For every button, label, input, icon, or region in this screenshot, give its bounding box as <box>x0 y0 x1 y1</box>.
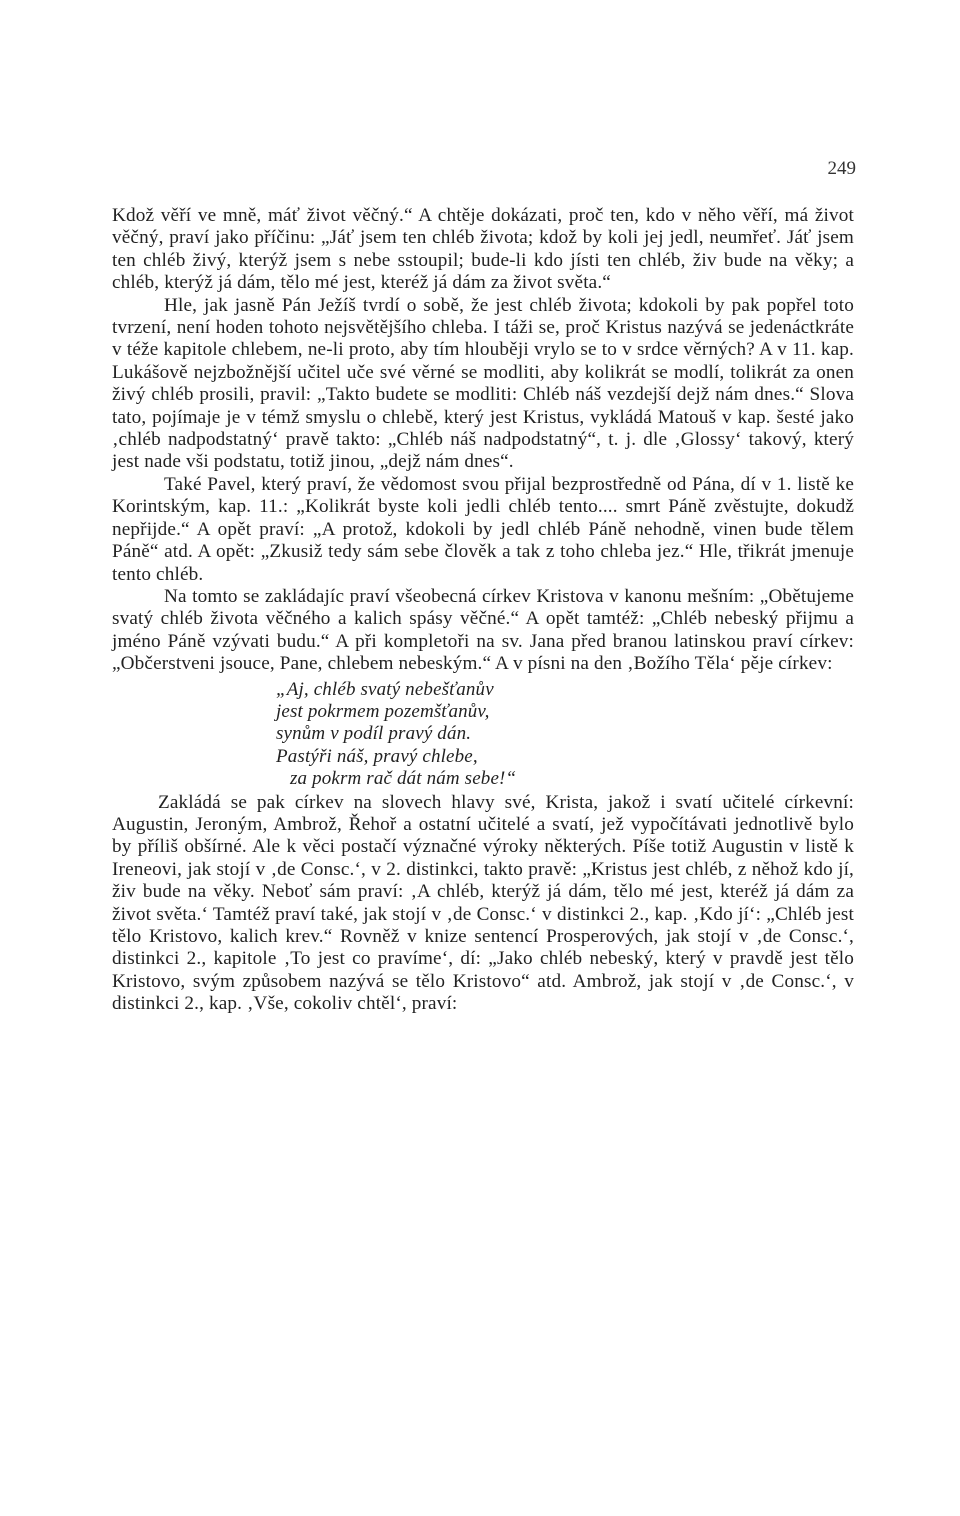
poem-line: Pastýři náš, pravý chlebe, <box>276 745 478 767</box>
poem-line: „Aj, chléb svatý nebešťanův <box>276 678 494 700</box>
paragraph-5: Zakládá se pak církev na slovech hlavy své, Krista, jakož i svatí učitelé církevní: Augustin, Jeroným, Ambrož, Řehoř a ostatní učitelé a svatí, jež vypočítávati jednotlivě bylo by příliš obšírné. Ale k věci postačí význačné výroky některých. Píše totiž Augustin v listě k Ireneovi, jak stojí v ‚de Consc.‘, v 2. distinkci, takto pravě: „Kristus jest chléb, z něhož kdo jí, živ bude na věky. Neboť sám praví: ‚A chléb, kterýž já dám, tělo mé jest, kteréž já dám za život světa.‘ Tamtéž praví také, jak stojí v ‚de Consc.‘ v distinkci 2., kap. ‚Kdo jí‘: „Chléb jest tělo Kristovo, kalich krev.“ Rovněž v knize sentencí Prosperových, jak stojí v ‚de Consc.‘, distinkci 2., kapitole ‚To jest co pravíme‘, dí: „Jako chléb nebeský, který v pravdě jest tělo Kristovo, svým způsobem nazývá se tělo Kristovo“ atd. Ambrož, jak stojí v ‚de Consc.‘, v distinkci 2., kap. ‚Vše, cokoliv chtěl‘, praví: <box>112 791 854 1015</box>
poem-line: jest pokrmem pozemšťanův, <box>276 700 490 722</box>
paragraph-1: Kdož věří ve mně, máť život věčný.“ A chtěje dokázati, proč ten, kdo v něho věří, má život věčný, praví jako příčinu: „Jáť jsem ten chléb života; kdož by koli jej jedl, neumřeť. Jáť jsem ten chléb živý, kterýž jsem s nebe sstoupil; bude-li kdo jísti ten chléb, živ bude na věky; a chléb, kterýž já dám, tělo mé jest, kteréž já dám za život světa.“ <box>112 205 854 294</box>
hymn-verse <box>276 679 854 791</box>
paragraph-4: Na tomto se zakládajíc praví všeobecná církev Kristova v kanonu mešním: „Obětujeme svatý chléb života věčného a kalich spásy věčné.“ A opět tamtéž: „Chléb nebeský přijmu a jméno Páně vzývati budu.“ A při kompletoři na sv. Jana před branou latinskou praví církev: „Občerstveni jsouce, Pane, chlebem nebeským.“ A v písni na den ‚Božího Těla‘ pěje církev: <box>112 585 854 675</box>
poem-line: za pokrm rač dát nám sebe!“ <box>290 768 517 790</box>
page-number: 249 <box>827 158 856 179</box>
paragraph-2: Hle, jak jasně Pán Ježíš tvrdí o sobě, že jest chléb života; kdokoli by pak popřel toto tvrzení, není hoden tohoto nejsvětějšího chleba. I táži se, proč Kristus nazývá se jedenáctkráte v téže kapitole chlebem, ne-li proto, aby tím hlouběji vrylo se to v srdce věrných? A v 11. kap. Lukášově nejzbožnější učitel uče své věrné se modliti, aby kolikrát se modlí, tolikrát za onen živý chléb prosili, pravil: „Takto budete se modliti: Chléb náš vezdejší dejž nám dnes.“ Slova tato, pojímaje je v témž smyslu o chlebě, který jest Kristus, vykládá Matouš v kap. šesté jako ‚chléb nadpodstatný‘ pravě takto: „Chléb náš nadpodstatný“, t. j. dle ‚Glossy‘ takový, který jest nade vši podstatu, totiž jinou, „dejž nám dnes“. <box>112 294 854 473</box>
body-text <box>112 205 854 1016</box>
paragraph-3: Také Pavel, který praví, že vědomost svou přijal bezprostředně od Pána, dí v 1. listě ke Korintským, kap. 11.: „Kolikrát byste koli jedli chléb tento.... smrt Páně zvěstujte, dokudž nepřijde.“ A opět praví: „A protož, kdokoli by jedl chléb Páně nehodně, vinen bude tělem Páně“ atd. A opět: „Zkusiž tedy sám sebe člověk a tak z toho chleba jez.“ Hle, třikrát jmenuje tento chléb. <box>112 473 854 585</box>
poem-line: synům v podíl pravý dán. <box>276 723 472 745</box>
